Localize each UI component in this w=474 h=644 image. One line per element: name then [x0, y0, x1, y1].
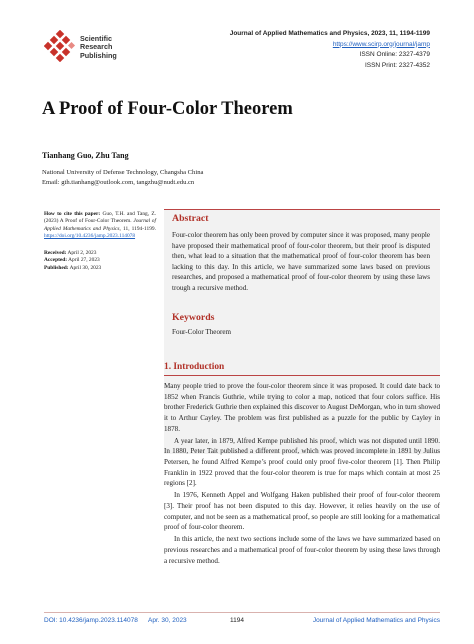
journal-url-link[interactable]: https://www.scirp.org/journal/jamp — [332, 40, 430, 48]
body-paragraph: Many people tried to prove the four-color theorem since it was proposed. It could date back to 1852 when Francis Guthrie, while trying to color a map, noticed that four colors suffice. His brother Frederick Guthrie then explained this discover to August DeMorgan, who in turn showed it to Arthur Cayley. The problem was first published as a puzzle for the public by Cayley in 1878. — [164, 382, 440, 433]
accepted-label: Accepted: — [44, 257, 68, 264]
keywords-heading: Keywords — [172, 312, 215, 323]
footer-doi-link[interactable]: DOI: 10.4236/jamp.2023.114078 — [44, 617, 138, 624]
how-to-cite-journal: Journal of Applied Mathematics and Physics, — [44, 218, 156, 232]
publisher-line: Publishing — [80, 50, 117, 60]
how-to-cite-doi-link[interactable]: https://doi.org/10.4236/jamp.2023.114078 — [44, 232, 136, 239]
abstract-text: Four-color theorem has only been proved by computer since it was proposed, many people have proposed their mathematical proof of four-color theorem, but their proof is disputed then, what lead to a situation that the mathematical proof of four-color theorem has been lacking to this day. In this article, we have summarized some laws based on previous researches, and proposed a mathematical proof of four-color theorem by using these laws trough a recursive method. — [172, 231, 430, 292]
introduction-body — [164, 381, 440, 568]
received-label: Received: — [44, 250, 67, 257]
abstract-heading: Abstract — [172, 213, 209, 224]
publication-dates — [44, 250, 156, 272]
body-paragraph: In this article, the next two sections include some of the laws we have summarized based on previous researches and a mathematical proof of four-color theorem by using these laws through a recursive method. — [164, 535, 440, 565]
paper-authors: Tianhang Guo, Zhu Tang — [42, 151, 129, 160]
keywords-list: Four-Color Theorem — [172, 328, 232, 336]
published-row — [44, 265, 156, 272]
page-number: 1194 — [230, 617, 244, 624]
affiliation: National University of Defense Technology, Changsha China — [42, 169, 204, 176]
publisher-name — [80, 35, 117, 60]
received-date: April 2, 2023 — [67, 250, 97, 257]
how-to-cite-pages: 1194-1199. — [131, 225, 156, 232]
how-to-cite-volume: 11, — [123, 225, 130, 232]
footer-divider — [44, 612, 440, 613]
paper-title: A Proof of Four-Color Theorem — [42, 99, 293, 119]
how-to-cite-authors: Guo, T.H. and Tang, Z. (2023) A Proof of Four-Color Theorem. — [44, 211, 157, 225]
received-row — [44, 250, 156, 257]
section-divider — [164, 375, 440, 376]
accepted-row — [44, 257, 156, 264]
citation-sidebar — [44, 211, 156, 272]
author-email: Email: gth.tianhang@outlook.com, tangzhu@nudt.edu.cn — [42, 179, 195, 186]
introduction-heading: 1. Introduction — [164, 362, 225, 372]
footer-date: Apr. 30, 2023 — [148, 617, 187, 624]
issn-online: ISSN Online: 2327-4379 — [359, 51, 430, 58]
journal-info — [230, 29, 430, 71]
publisher-line: Scientific — [80, 34, 112, 43]
published-date: April 30, 2023 — [69, 264, 102, 271]
body-paragraph: A year later, in 1879, Alfred Kempe published his proof, which was not disputed until 1890. In 1880, Peter Tait published a different proof, which was proved incomplete in 1891 by Julius Petersen, he found Alfred Kempe’s proof could only proof five-color theorem [1]. Then Philip Franklin in 1922 proved that the four-color theorem is true for maps which contain at most 25 regions [2]. — [164, 436, 440, 488]
publisher-line: Research — [80, 42, 113, 52]
issn-print: ISSN Print: 2327-4352 — [364, 61, 430, 69]
body-paragraph: In 1976, Kenneth Appel and Wolfgang Haken published their proof of four-color theorem [3]. Their proof has not been disputed to this day. However, it relies heavily on the use of computer, and not be seen as a mathematical proof, so people are still looking for a mathematical proof of four-color theorem. — [164, 491, 440, 532]
published-label: Published: — [44, 264, 69, 271]
footer-journal-name: Journal of Applied Mathematics and Physics — [312, 617, 440, 624]
journal-citation: Journal of Applied Mathematics and Physics, 2023, 11, 1194-1199 — [229, 30, 430, 37]
publisher-logo-icon — [44, 30, 76, 62]
how-to-cite-label: How to cite this paper: — [44, 211, 101, 217]
how-to-cite — [44, 211, 156, 240]
author-affiliation-block — [42, 168, 203, 188]
accepted-date: April 27, 2023 — [68, 257, 100, 264]
